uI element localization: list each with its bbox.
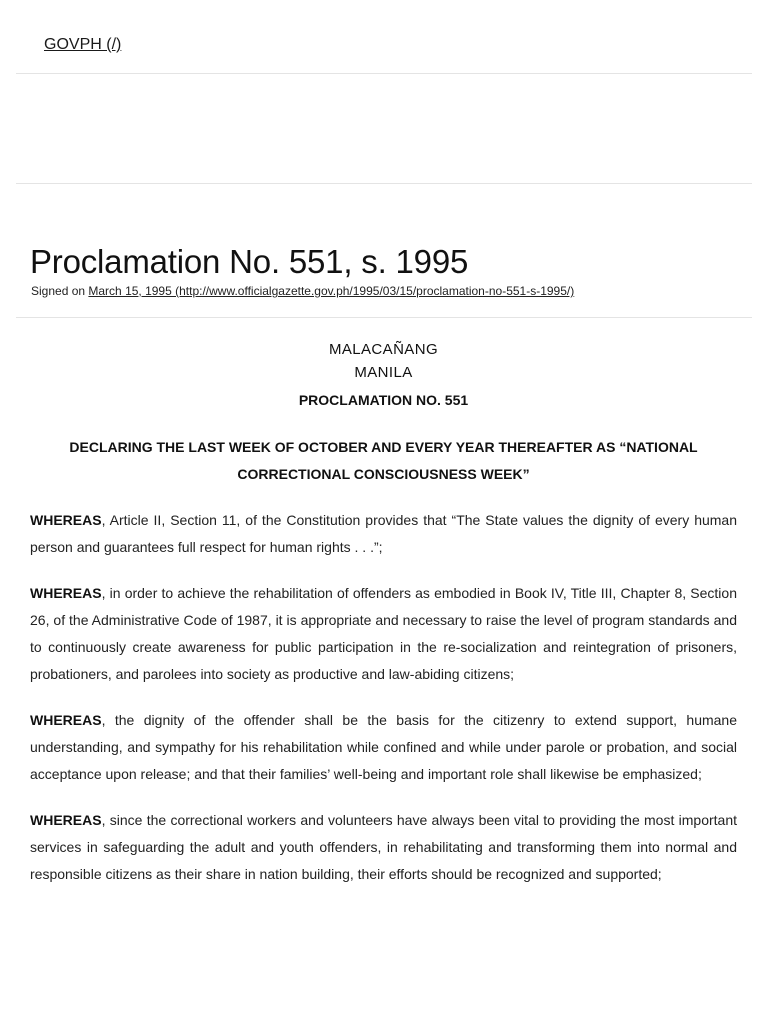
- page-title: Proclamation No. 551, s. 1995: [30, 243, 469, 280]
- govph-home-link[interactable]: GOVPH (/): [44, 36, 122, 53]
- paragraph-text: , Article II, Section 11, of the Constitution provides that “The State values the dignity of every human person and guarantees full respect for human rights . . .”;: [30, 512, 737, 555]
- whereas-paragraph: [30, 807, 737, 888]
- whereas-lead: WHEREAS: [30, 712, 102, 728]
- signed-on-line: [31, 284, 574, 298]
- whereas-paragraph: [30, 580, 737, 688]
- proclamation-number: PROCLAMATION NO. 551: [298, 392, 469, 408]
- office-heading: [30, 338, 737, 384]
- divider: [16, 317, 752, 318]
- signed-date-link[interactable]: March 15, 1995 (http://www.officialgazette.gov.ph/1995/03/15/proclamation-no-551-s-1995/): [88, 284, 575, 298]
- divider: [16, 183, 752, 184]
- paragraph-text: , the dignity of the offender shall be the basis for the citizenry to extend support, humane understanding, and sympathy for his rehabilitation while confined and while under parole or probation, and social acceptance upon release; and that their families’ well-being and important role shall likewise be emphasized;: [30, 712, 737, 782]
- whereas-paragraph: [30, 507, 737, 561]
- paragraph-text: , in order to achieve the rehabilitation of offenders as embodied in Book IV, Title III, Chapter 8, Section 26, of the Administrative Code of 1987, it is appropriate and necessary to raise the level of program standards and to continuously create awareness for public participation in the re-socialization and reintegration of prisoners, probationers, and parolees into society as productive and law-abiding citizens;: [30, 585, 737, 682]
- whereas-lead: WHEREAS: [30, 585, 102, 601]
- paragraph-text: , since the correctional workers and volunteers have always been vital to providing the most important services in safeguarding the adult and youth offenders, in rehabilitating and transforming them into normal and responsible citizens as their share in nation building, their efforts should be recognized and supported;: [30, 812, 737, 882]
- declaration-heading: DECLARING THE LAST WEEK OF OCTOBER AND EVERY YEAR THEREAFTER AS “NATIONAL CORRECTIONAL CONSCIOUSNESS WEEK”: [69, 439, 698, 482]
- whereas-lead: WHEREAS: [30, 512, 102, 528]
- top-header: [0, 0, 768, 74]
- divider: [16, 73, 752, 74]
- proclamation-body: [30, 338, 737, 888]
- office-line-manila: MANILA: [354, 364, 413, 381]
- signed-prefix: Signed on: [31, 284, 89, 298]
- whereas-paragraph: [30, 707, 737, 788]
- office-line-malacanang: MALACAÑANG: [328, 341, 439, 358]
- whereas-lead: WHEREAS: [30, 812, 102, 828]
